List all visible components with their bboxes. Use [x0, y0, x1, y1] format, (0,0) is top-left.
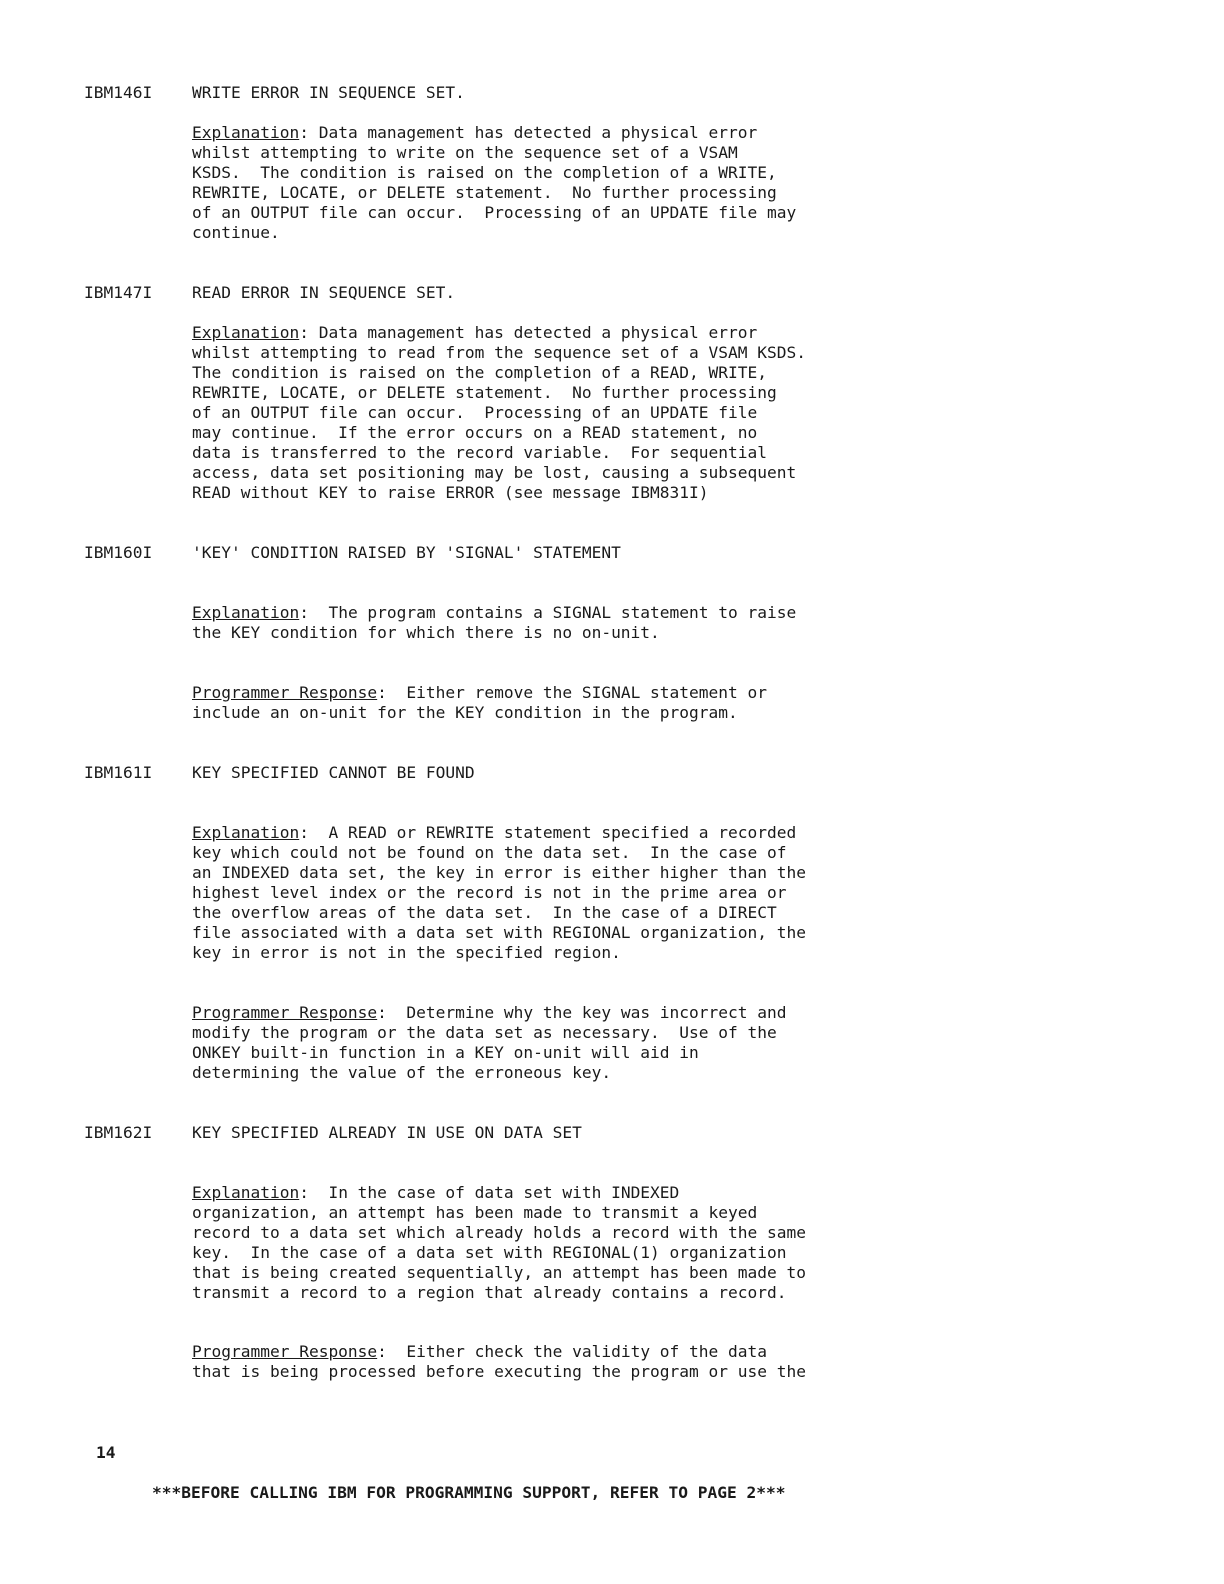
message-title: KEY SPECIFIED ALREADY IN USE ON DATA SET [192, 1123, 582, 1142]
message-id: IBM160I [84, 543, 153, 562]
message-id: IBM162I [84, 1123, 153, 1142]
explanation-paragraph: Explanation: The program contains a SIGNAL statement to raise the KEY condition for which there is no on-unit. [192, 603, 797, 642]
explanation-label: Explanation [192, 823, 300, 842]
programmer-response-paragraph: Programmer Response: Determine why the key was incorrect and modify the program or the data set as necessary. Use of the ONKEY built-in function in a KEY on-unit will aid in determining the value of the erroneous key. [192, 1003, 787, 1082]
programmer-response-label: Programmer Response [192, 683, 378, 702]
explanation-text: Data management has detected a physical error whilst attempting to write on the sequence set of a VSAM KSDS. The condition is raised on the completion of a WRITE, REWRITE, LOCATE, or DELETE statement. No further processing of an OUTPUT file can occur. Processing of an UPDATE file may continue. [192, 123, 797, 242]
message-title: READ ERROR IN SEQUENCE SET. [192, 283, 456, 302]
explanation-paragraph: Explanation: In the case of data set with INDEXED organization, an attempt has been made to transmit a keyed record to a data set which already holds a record with the same key. In the case of a data set with REGIONAL(1) organization that is being created sequentially, an attempt has been made to transmit a record to a region that already contains a record. [192, 1183, 806, 1302]
explanation-label: Explanation [192, 123, 300, 142]
page-number: 14 [96, 1443, 116, 1462]
message-heading [84, 543, 621, 563]
programmer-response-text: Either check the validity of the data that is being processed before executing the program or use the [192, 1342, 806, 1381]
programmer-response-label: Programmer Response [192, 1342, 378, 1361]
explanation-paragraph: Explanation: Data management has detected a physical error whilst attempting to write on the sequence set of a VSAM KSDS. The condition is raised on the completion of a WRITE, REWRITE, LOCATE, or DELETE statement. No further processing of an OUTPUT file can occur. Processing of an UPDATE file may continue. [192, 123, 797, 242]
message-id: IBM161I [84, 763, 153, 782]
explanation-paragraph: Explanation: Data management has detected a physical error whilst attempting to read from the sequence set of a VSAM KSDS. The condition is raised on the completion of a READ, WRITE, REWRITE, LOCATE, or DELETE statement. No further processing of an OUTPUT file can occur. Processing of an UPDATE file may continue. If the error occurs on a READ statement, no data is transferred to the record variable. For sequential access, data set positioning may be lost, causing a subsequent READ without KEY to raise ERROR (see message IBM831I) [192, 323, 806, 502]
explanation-text: Data management has detected a physical error whilst attempting to read from the sequence set of a VSAM KSDS. The condition is raised on the completion of a READ, WRITE, REWRITE, LOCATE, or DELETE statement. No further processing of an OUTPUT file can occur. Processing of an UPDATE file may continue. If the error occurs on a READ statement, no data is transferred to the record variable. For sequential access, data set positioning may be lost, causing a subsequent READ without KEY to raise ERROR (see message IBM831I) [192, 323, 806, 502]
explanation-label: Explanation [192, 603, 300, 622]
message-heading [84, 1123, 582, 1143]
message-heading [84, 763, 475, 783]
explanation-text: A READ or REWRITE statement specified a recorded key which could not be found on the data set. In the case of an INDEXED data set, the key in error is either higher than the highest level index or the record is not in the prime area or the overflow areas of the data set. In the case of a DIRECT file associated with a data set with REGIONAL organization, the key in error is not in the specified region. [192, 823, 806, 962]
message-title: KEY SPECIFIED CANNOT BE FOUND [192, 763, 475, 782]
message-id: IBM146I [84, 83, 153, 102]
explanation-text: In the case of data set with INDEXED organization, an attempt has been made to transmit a keyed record to a data set which already holds a record with the same key. In the case of a data set with REGIONAL(1) organization that is being created sequentially, an attempt has been made to transmit a record to a region that already contains a record. [192, 1183, 806, 1302]
programmer-response-paragraph: Programmer Response: Either remove the SIGNAL statement or include an on-unit for the KEY condition in the program. [192, 683, 768, 722]
message-title: WRITE ERROR IN SEQUENCE SET. [192, 83, 465, 102]
explanation-label: Explanation [192, 1183, 300, 1202]
programmer-response-text: Determine why the key was incorrect and modify the program or the data set as necessary. Use of the ONKEY built-in function in a KEY on-unit will aid in determining the value of the erroneous key. [192, 1003, 787, 1082]
programmer-response-text: Either remove the SIGNAL statement or include an on-unit for the KEY condition in the program. [192, 683, 768, 722]
message-id: IBM147I [84, 283, 153, 302]
message-heading [84, 83, 465, 103]
explanation-paragraph: Explanation: A READ or REWRITE statement specified a recorded key which could not be found on the data set. In the case of an INDEXED data set, the key in error is either higher than the highest level index or the record is not in the prime area or the overflow areas of the data set. In the case of a DIRECT file associated with a data set with REGIONAL organization, the key in error is not in the specified region. [192, 823, 806, 962]
message-heading [84, 283, 455, 303]
message-title: 'KEY' CONDITION RAISED BY 'SIGNAL' STATEMENT [192, 543, 621, 562]
programmer-response-label: Programmer Response [192, 1003, 378, 1022]
support-footer: ***BEFORE CALLING IBM FOR PROGRAMMING SUPPORT, REFER TO PAGE 2*** [152, 1483, 786, 1502]
explanation-label: Explanation [192, 323, 300, 342]
programmer-response-paragraph: Programmer Response: Either check the validity of the data that is being processed before executing the program or use the [192, 1342, 806, 1381]
explanation-text: The program contains a SIGNAL statement to raise the KEY condition for which there is no on-unit. [192, 603, 797, 642]
